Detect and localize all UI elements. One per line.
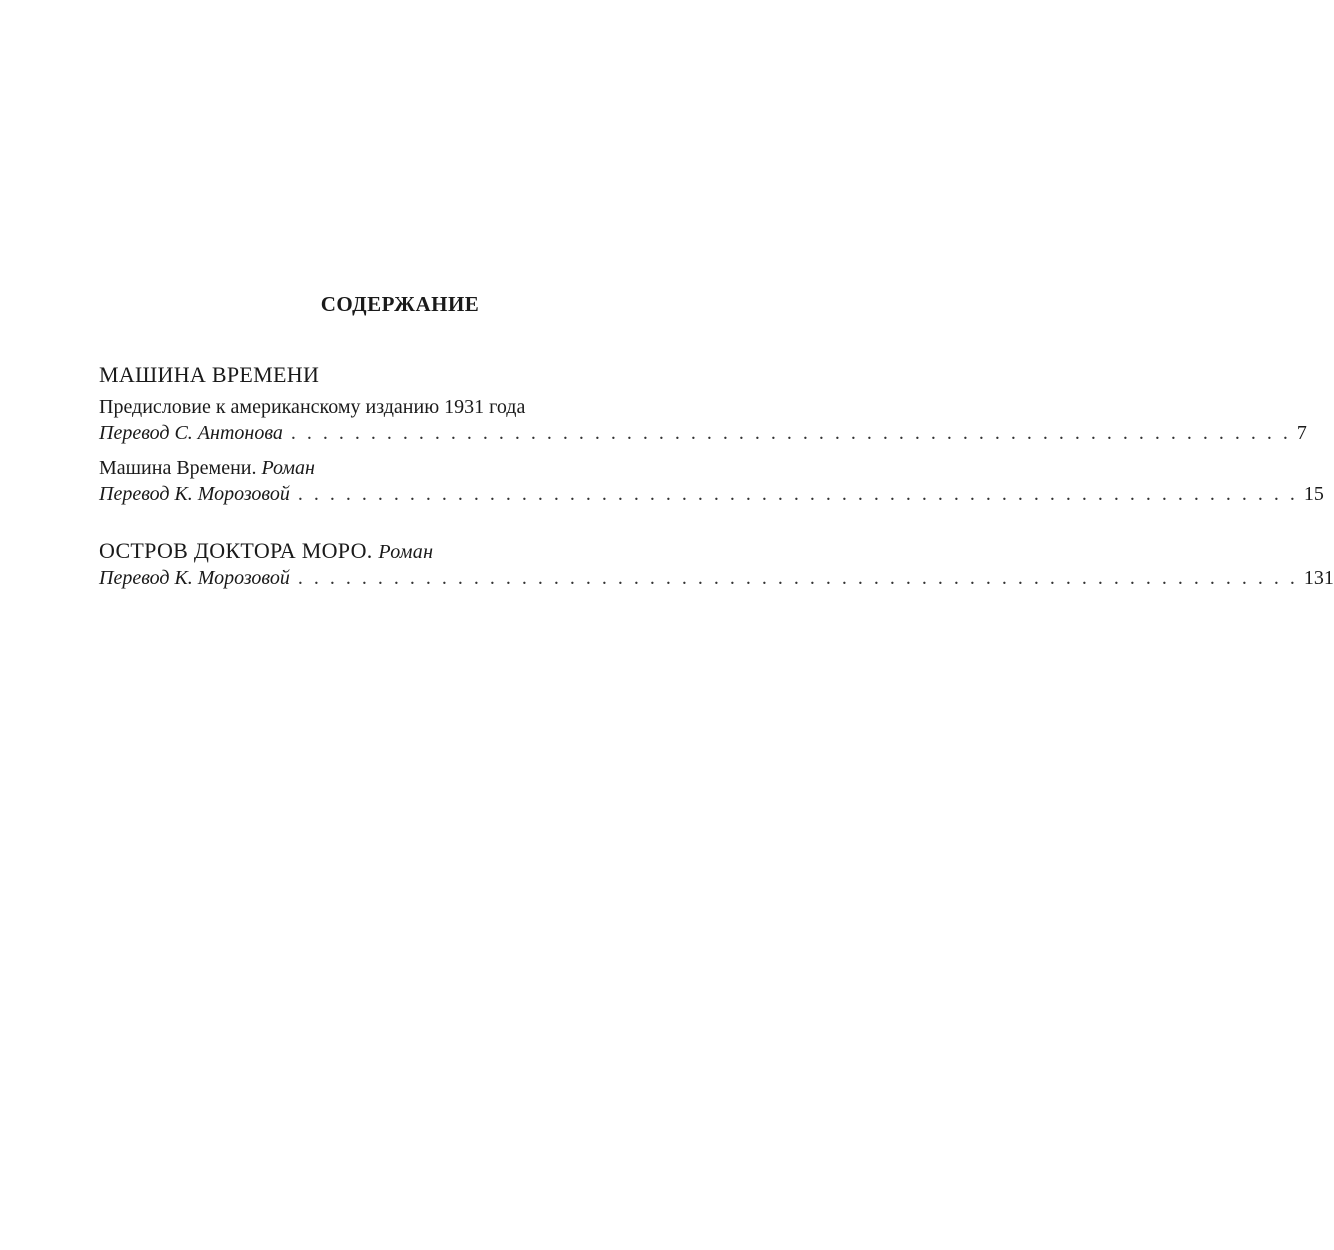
toc-line (99, 422, 1307, 445)
page-number: 15 (1303, 483, 1324, 505)
section-title (99, 538, 695, 564)
section-title: МАШИНА ВРЕМЕНИ (99, 362, 320, 387)
toc-entry-novel (99, 457, 1324, 506)
entry-title: Предисловие к американскому изданию 1931 года (99, 396, 526, 418)
toc-line (99, 567, 1334, 590)
leader-dots: . . . . . . . . . . . . . . . . . . . . . . . . . . . . . . . . . . . . . . . . . . . . . . . . . . . . . . . . . . . . . . . (290, 422, 1291, 444)
translator-credit: Перевод С. Антонова (99, 422, 283, 444)
translator-credit: Перевод К. Морозовой (99, 567, 290, 589)
section-title-text: ОСТРОВ ДОКТОРА МОРО. (99, 538, 373, 563)
leader-dots: . . . . . . . . . . . . . . . . . . . . . . . . . . . . . . . . . . . . . . . . . . . . . . . . . . . . . . . . . . . . . . . (297, 567, 1298, 589)
entry-title (99, 457, 695, 480)
page-title: СОДЕРЖАНИЕ (320, 292, 480, 316)
leader-dots: . . . . . . . . . . . . . . . . . . . . . . . . . . . . . . . . . . . . . . . . . . . . . . . . . . . . . . . . . . . . . . . (297, 483, 1298, 505)
translator-credit: Перевод К. Морозовой (99, 483, 290, 505)
toc-line (99, 483, 1324, 506)
entry-genre: Роман (261, 457, 315, 479)
page-number: 7 (1296, 422, 1307, 444)
page-number: 131 (1303, 567, 1334, 589)
toc-section-island (99, 538, 1334, 590)
toc-section-time-machine (99, 362, 1324, 506)
toc-entry-preface (99, 396, 1307, 445)
entry-title-text: Машина Времени. (99, 457, 257, 479)
section-genre: Роман (378, 541, 434, 563)
